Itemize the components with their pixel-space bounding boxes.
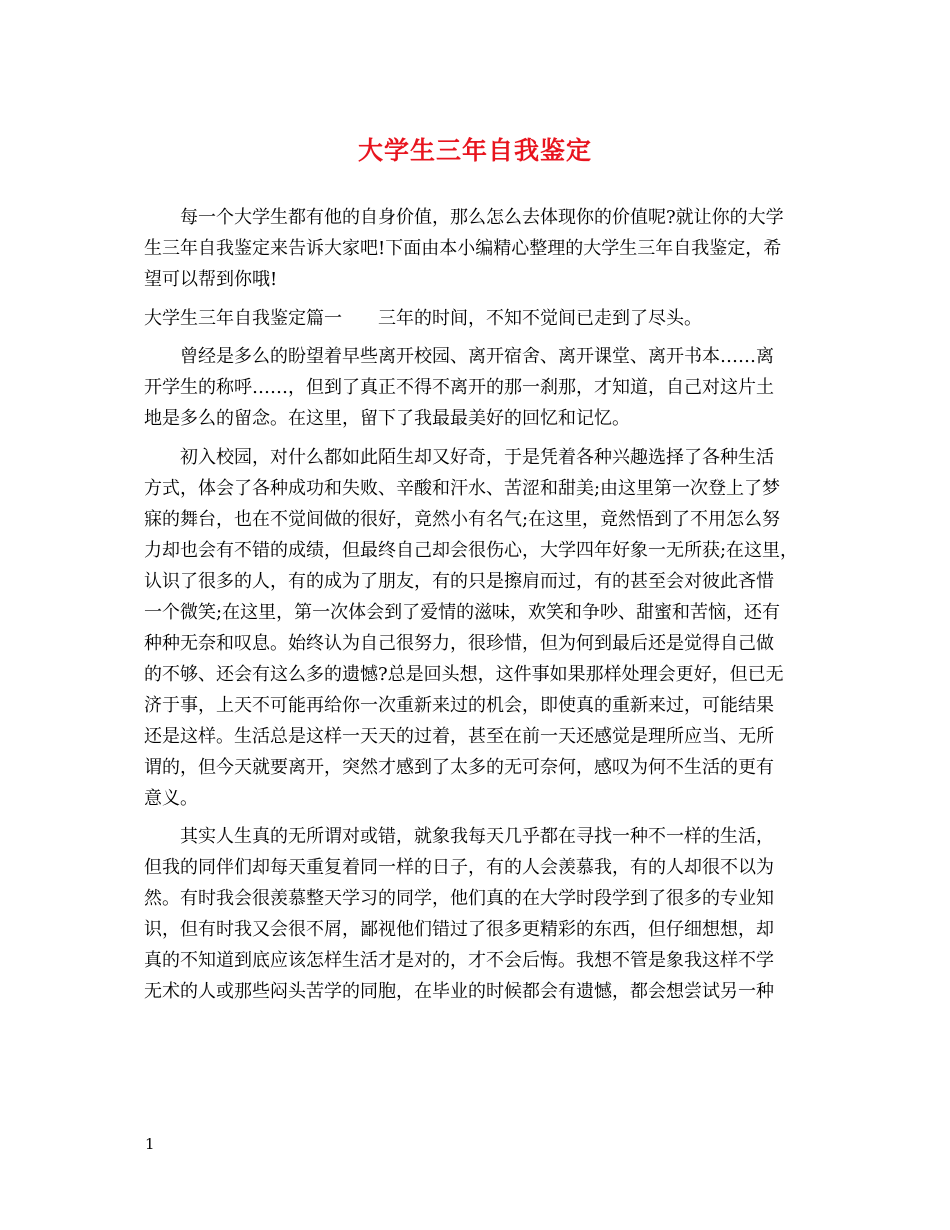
- body-paragraph: [144, 821, 820, 1007]
- text-line: 识，但有时我又会很不屑，鄙视他们错过了很多更精彩的东西，但仔细想想，却: [144, 919, 774, 940]
- text-line: 但我的同伴们却每天重复着同一样的日子，有的人会羡慕我，有的人却很不以为: [144, 857, 774, 878]
- section-heading: 大学生三年自我鉴定篇一: [144, 307, 342, 329]
- text-line: 寐的舞台，也在不觉间做的很好，竟然小有名气;在这里，竟然悟到了不用怎么努: [144, 508, 781, 530]
- text-line: 每一个大学生都有他的自身价值，那么怎么去体现你的价值呢?就让你的大学: [180, 207, 784, 228]
- text-line: 的不够、还会有这么多的遗憾?总是回头想，这件事如果那样处理会更好，但已无: [144, 663, 784, 685]
- text-line: 地是多么的留念。在这里，留下了我最最美好的回忆和记忆。: [144, 408, 630, 429]
- text-line: 无术的人或那些闷头苦学的同胞，在毕业的时候都会有遗憾，都会想尝试另一种: [144, 981, 774, 1002]
- text-line: 其实人生真的无所谓对或错，就象我每天几乎都在寻找一种不一样的生活，: [180, 826, 774, 847]
- text-line: 初入校园，对什么都如此陌生却又好奇，于是凭着各种兴趣选择了各种生活: [180, 446, 774, 468]
- text-line: 谓的，但今天就要离开，突然才感到了太多的无可奈何，感叹为何不生活的更有: [144, 756, 774, 778]
- text-line: 认识了很多的人，有的成为了朋友，有的只是擦肩而过，有的甚至会对彼此吝惜: [144, 570, 774, 592]
- text-line: 望可以帮到你哦!: [144, 269, 278, 290]
- body-paragraph: [144, 442, 820, 814]
- document-title: 大学生三年自我鉴定: [357, 136, 592, 165]
- text-line: 真的不知道到底应该怎样生活才是对的，才不会后悔。我想不管是象我这样不学: [144, 950, 774, 971]
- text-line: 济于事，上天不可能再给你一次重新来过的机会，即使真的重新来过，可能结果: [144, 694, 774, 716]
- text-line: 开学生的称呼……，但到了真正不得不离开的那一刹那，才知道，自己对这片土: [144, 377, 774, 398]
- text-line: 还是这样。生活总是这样一天天的过着，甚至在前一天还感觉是理所应当、无所: [144, 725, 774, 747]
- section-heading-line: [144, 303, 820, 334]
- text-line: 一个微笑;在这里，第一次体会到了爱情的滋味，欢笑和争吵、甜蜜和苦恼，还有: [144, 601, 781, 623]
- document-body: [144, 202, 820, 1015]
- text-line: 力却也会有不错的成绩，但最终自己却会很伤心，大学四年好象一无所获;在这里，: [144, 539, 799, 561]
- body-paragraph: [144, 341, 820, 434]
- section-heading-text: 三年的时间，不知不觉间已走到了尽头。: [378, 307, 702, 329]
- text-line: 意义。: [144, 787, 198, 809]
- text-line: 方式，体会了各种成功和失败、辛酸和汗水、苦涩和甜美;由这里第一次登上了梦: [144, 477, 781, 499]
- text-line: 种种无奈和叹息。始终认为自己很努力，很珍惜，但为何到最后还是觉得自己做: [144, 632, 774, 654]
- text-line: 生三年自我鉴定来告诉大家吧!下面由本小编精心整理的大学生三年自我鉴定，希: [144, 238, 782, 259]
- intro-paragraph: [144, 202, 820, 295]
- text-line: 曾经是多么的盼望着早些离开校园、离开宿舍、离开课堂、离开书本……离: [180, 346, 774, 367]
- page-number: 1: [145, 1135, 155, 1153]
- text-line: 然。有时我会很羡慕整天学习的同学，他们真的在大学时段学到了很多的专业知: [144, 888, 774, 909]
